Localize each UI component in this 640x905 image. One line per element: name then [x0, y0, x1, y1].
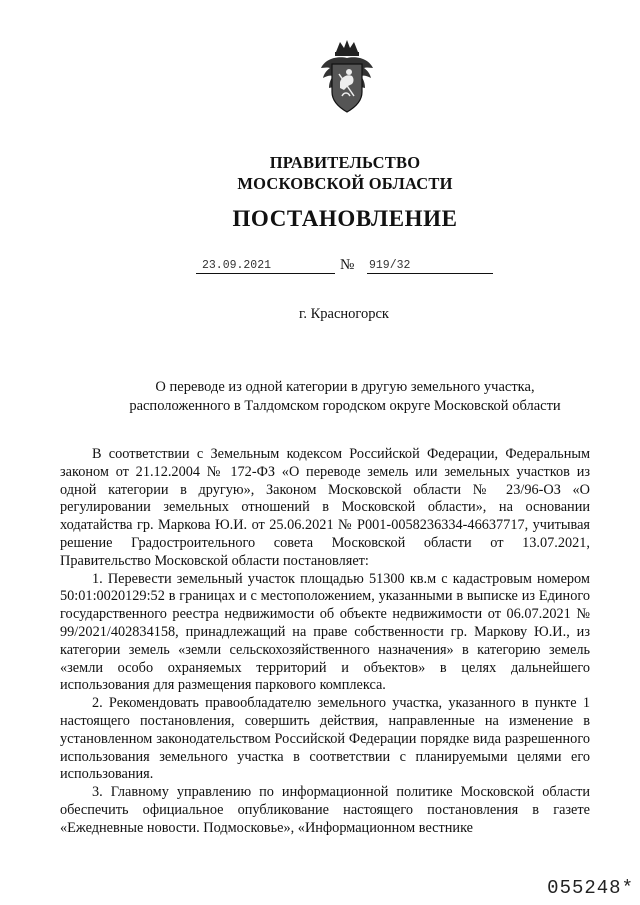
registration-line — [196, 259, 496, 279]
item-1-paragraph: 1. Перевести земельный участок площадью 51300 кв.м с кадастровым номером 50:01:0020129:52 в границах и с местоположением, указанными в выписке из Единого государственного реестра недвижимости об объекте недвижимости от 06.07.2021 № 99/2021/402834158, принадлежащий на праве собственности гр. Маркову Ю.И., из категории земель «земли сельскохозяйственного назначения» в категорию земель «земли особо охраняемых территорий и объектов» в целях дальнейшего использования для размещения паркового комплекса. — [60, 570, 590, 694]
number-sign: № — [340, 257, 355, 273]
item-2-paragraph: 2. Рекомендовать правообладателю земельного участка, указанного в пункте 1 настоящего постановления, совершить действия, направленные на изменение в установленном законодательством Российской Федерации порядке вида разрешенного использования земельного участка в соответствии с планируемыми целями его использования. — [60, 695, 590, 783]
city-of-issue: г. Красногорск — [299, 306, 389, 322]
document-number: 919/32 — [367, 259, 493, 274]
org-name-line1: ПРАВИТЕЛЬСТВО — [269, 153, 421, 172]
document-subject — [60, 378, 630, 416]
document-type-title: ПОСТАНОВЛЕНИЕ — [232, 206, 458, 231]
subject-line1: О переводе из одной категории в другую земельного участка, — [155, 379, 535, 395]
subject-line2: расположенного в Талдомском городском округе Московской области — [129, 398, 561, 414]
document-date: 23.09.2021 — [196, 259, 335, 274]
org-name-line2: МОСКОВСКОЙ ОБЛАСТИ — [237, 174, 453, 193]
preamble-paragraph: В соответствии с Земельным кодексом Российской Федерации, Федеральным законом от 21.12.2004 № 172-ФЗ «О переводе земель или земельных участков из одной категории в другую», Законом Московской области № 23/96-ОЗ «О регулировании земельных отношений в Московской области», на основании ходатайства гр. Маркова Ю.И. от 25.06.2021 № Р001-0058236334-46637717, учитывая решение Градостроительного совета Московской области от 13.07.2021, Правительство Московской области постановляет: — [60, 446, 590, 569]
serial-stamp: 055248* — [547, 877, 634, 899]
document-body — [60, 446, 590, 838]
item-3-paragraph: 3. Главному управлению по информационной политике Московской области обеспечить официальное опубликование настоящего постановления в газете «Ежедневные новости. Подмосковье», «Информационном вестнике — [60, 784, 590, 836]
coat-of-arms-icon — [318, 38, 376, 116]
